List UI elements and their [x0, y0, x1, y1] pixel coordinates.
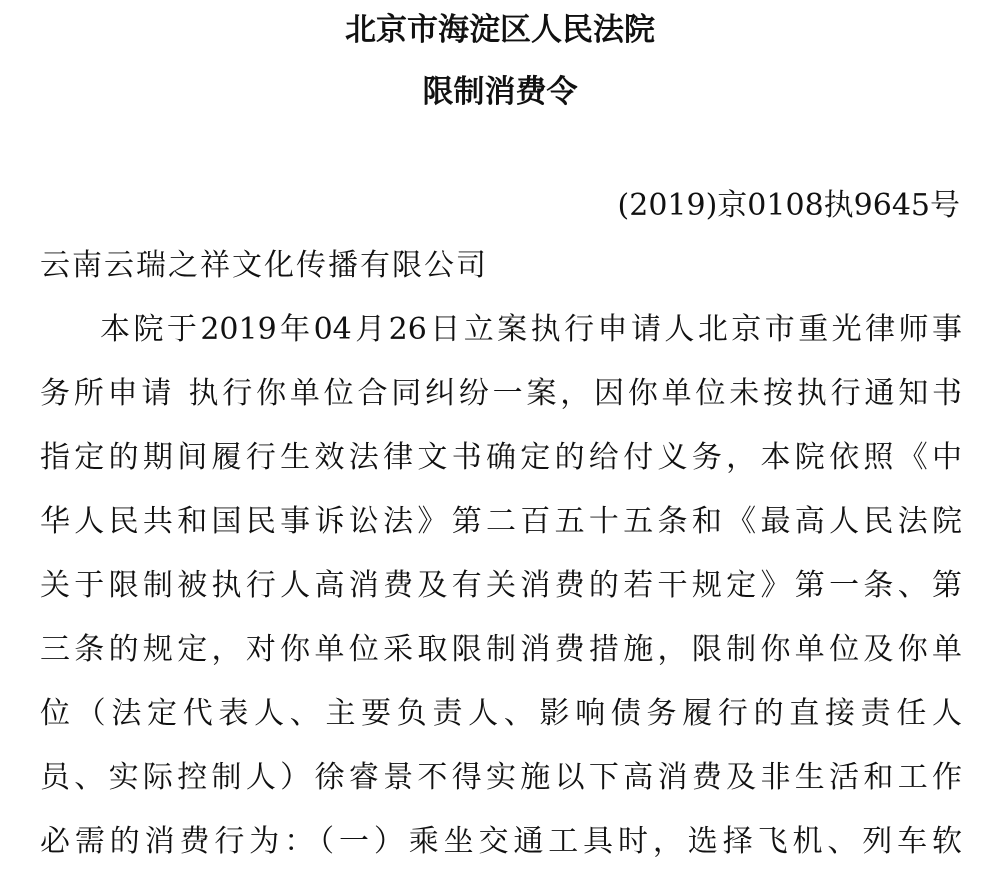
court-name-heading: 北京市海淀区人民法院 [345, 12, 655, 48]
addressee: 云南云瑞之祥文化传播有限公司 [40, 248, 488, 283]
body-line: 关于限制被执行人高消费及有关消费的若干规定》第一条、第 [40, 568, 962, 603]
body-line: 必需的消费行为：（一）乘坐交通工具时，选择飞机、列车软 [40, 824, 962, 859]
body-line: 员、实际控制人）徐睿景不得实施以下高消费及非生活和工作 [40, 760, 962, 795]
body-line: 华人民共和国民事诉讼法》第二百五十五条和《最高人民法院 [40, 504, 962, 539]
body-line: 务所申请 执行你单位合同纠纷一案，因你单位未按执行通知书 [40, 376, 962, 411]
document-title: 限制消费令 [422, 74, 578, 110]
case-number: (2019)京0108执9645号 [617, 188, 960, 223]
body-line: 指定的期间履行生效法律文书确定的给付义务，本院依照《中 [40, 440, 962, 475]
body-line: 三条的规定，对你单位采取限制消费措施，限制你单位及你单 [40, 632, 962, 667]
body-line: 本院于2019年04月26日立案执行申请人北京市重光律师事 [100, 312, 962, 347]
body-line: 位（法定代表人、主要负责人、影响债务履行的直接责任人 [40, 696, 962, 731]
